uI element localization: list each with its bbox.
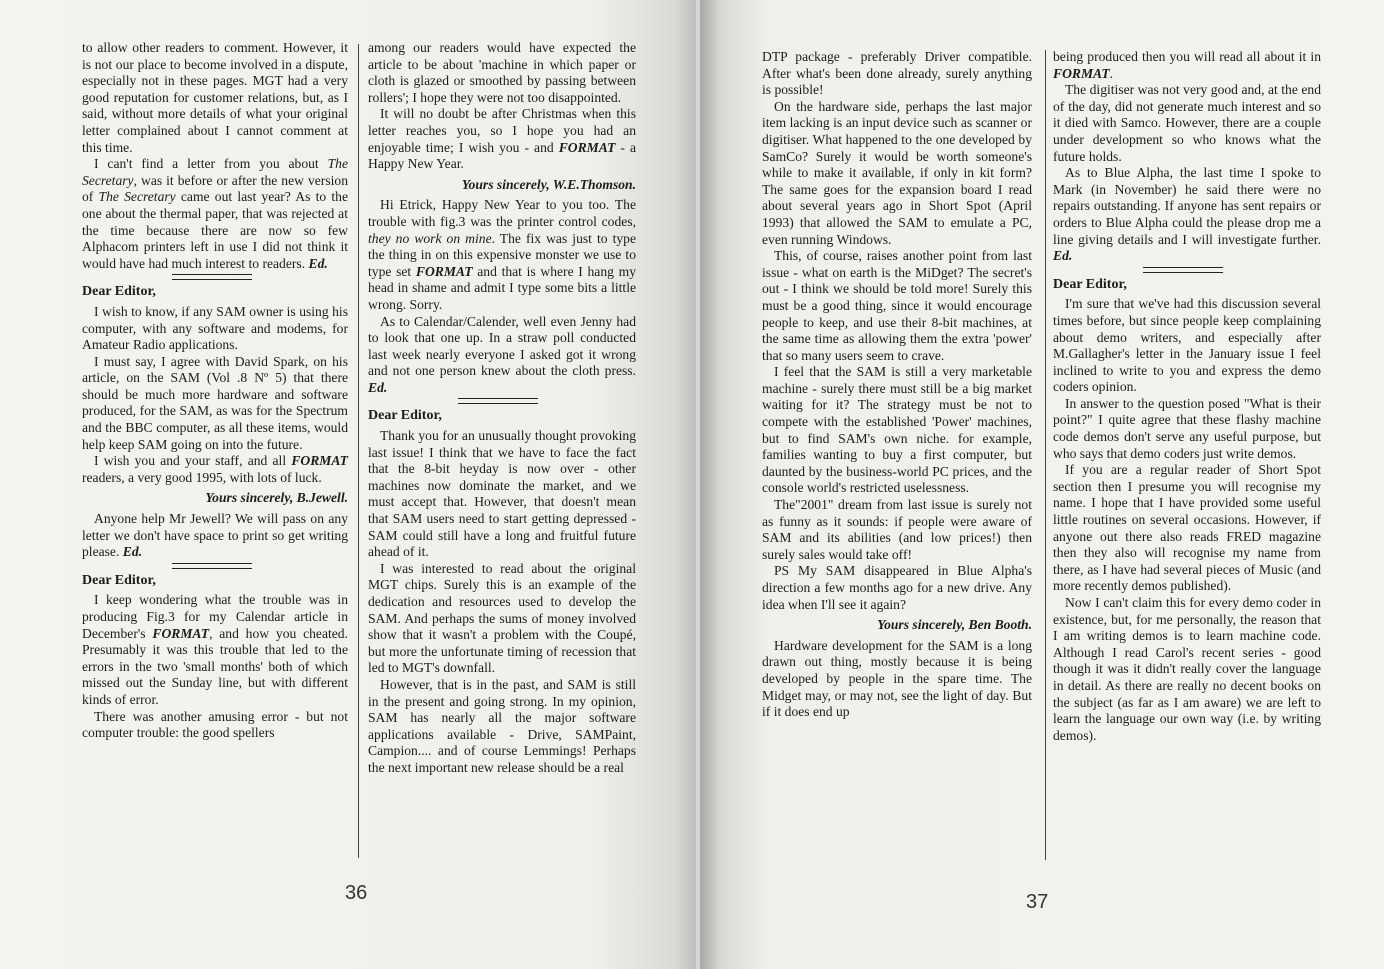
paragraph xyxy=(368,314,636,397)
emphasis-text: FORMAT xyxy=(1053,65,1110,81)
text-run: . The fix was just to type the thing in on this expensive monster we use to type set xyxy=(368,230,636,279)
left-column-2 xyxy=(368,40,636,777)
text-run: Dear Editor, xyxy=(368,408,442,424)
text-run: Hi Etrick, Happy New Year to you too. The trouble with fig.3 was the printer control codes, xyxy=(368,197,636,229)
text-run: came out last year? As to the one about the thermal paper, that was rejected at the time because there are now so few Alphacom printers left in use I did not think it would have had much interest to readers. xyxy=(82,189,348,271)
section-divider xyxy=(1143,267,1223,273)
text-run: There was another amusing error - but not computer trouble: the good spellers xyxy=(82,708,348,741)
text-run: and that is where I hang my head in shame and admit I type some bits a little wrong. Sorry. xyxy=(368,263,636,312)
text-run: I wish to know, if any SAM owner is using his computer, with any software and modems, for Amateur Radio applications. xyxy=(82,303,348,353)
text-run: This, of course, raises another point from last issue - what on earth is the MiDget? The secret's out - I think we should be told more! Surely this must be a good thing, since it would encourage people to keep, and use their 8-bit machines, at the same time as allowing them the extra 'power' that so many users seem to crave. xyxy=(762,248,1032,363)
text-run: I was interested to read about the original MGT chips. Surely this is an example of the dedication and resources used to develop the SAM. And perhaps the sums of money involved show that it wasn't a problem with the Coupé, but more the unfortunate timing of recession that led to MGT's downfall. xyxy=(368,560,636,676)
letter-salutation xyxy=(82,573,348,590)
paragraph xyxy=(1053,396,1321,462)
text-run: The"2001" dream from last issue is surely not as funny as it sounds: if people were aware of SAM and its abilities (and low prices!) then surely sales would take off! xyxy=(762,497,1032,562)
text-run: Yours sincerely, W.E.Thomson. xyxy=(461,176,636,192)
paragraph xyxy=(368,40,636,106)
text-run: , and how you cheated. Presumably it was this trouble that led to the errors in the two 'small months' both of which missed out the Sunday line, but with different kinds of error. xyxy=(82,625,348,707)
text-run: PS My SAM disappeared in Blue Alpha's direction a few months ago for a new drive. Any idea when I'll see it again? xyxy=(762,563,1032,612)
emphasis-text: FORMAT xyxy=(291,453,348,469)
emphasis-text: FORMAT xyxy=(415,263,473,279)
paragraph xyxy=(82,354,348,454)
text-run: If you are a regular reader of Short Spot section then I presume you will recognise my name. I hope that I have provided some useful little routines on several occasions. However, if anyone out there also reads FRED magazine then they also will recognise my name from there, as I have had several pieces of Music (and more recently demos published). xyxy=(1053,462,1321,594)
paragraph xyxy=(1053,49,1321,82)
paragraph xyxy=(368,197,636,313)
paragraph xyxy=(762,99,1032,248)
paragraph xyxy=(762,638,1032,721)
text-run: readers, a very good 1995, with lots of luck. xyxy=(82,469,322,485)
section-divider xyxy=(172,563,252,569)
paragraph xyxy=(762,248,1032,364)
text-run: Dear Editor, xyxy=(1053,276,1127,292)
paragraph xyxy=(762,497,1032,563)
emphasis-text: Ed. xyxy=(368,379,388,395)
section-divider xyxy=(458,398,538,404)
paragraph xyxy=(1053,82,1321,165)
paragraph xyxy=(368,106,636,172)
text-run: I can't find a letter from you about xyxy=(94,156,328,172)
text-run: I must say, I agree with David Spark, on his article, on the SAM (Vol .8 Nº 5) that there should be much more hardware and software produced, for the SAM, as was for the Spectrum and the BBC computer, as all these items, would help keep SAM going on into the future. xyxy=(82,353,348,452)
page-number: 37 xyxy=(1026,891,1049,913)
column-divider xyxy=(358,44,359,858)
paragraph xyxy=(1053,165,1321,265)
text-run: I feel that the SAM is still a very marketable machine - surely there must still be a big market waiting for it? The strategy must be not to compete with the established 'Power' machines, but to find SAM's own niche. for example, families wanting to buy a first computer, but daunted by the business-world PC prices, and the console world's restricted uselessness. xyxy=(762,364,1032,496)
text-run: Hardware development for the SAM is a long drawn out thing, mostly because it is being developed by people in the spare time. The Midget may, or may not, see the light of day. But if it does end up xyxy=(762,637,1032,720)
letter-salutation xyxy=(1053,277,1321,294)
text-run: As to Blue Alpha, the last time I spoke to Mark (in November) he said there were no repairs outstanding. If anyone has sent repairs or orders to Blue Alpha could the please drop me a line giving details and I will investigate further. xyxy=(1053,165,1321,247)
emphasis-text: FORMAT xyxy=(152,625,210,641)
text-run: among our readers would have expected the article to be about 'machine in which paper or cloth is glazed or smoothed by passing between rollers'; I hope they were not too disappointed. xyxy=(368,40,636,105)
text-run: I wish you and your staff, and all xyxy=(94,453,292,469)
emphasis-text: Ed. xyxy=(122,544,143,560)
left-column-1 xyxy=(82,40,348,742)
right-column-1 xyxy=(762,49,1032,721)
emphasis-text: Ed. xyxy=(1053,248,1073,264)
page-right xyxy=(700,0,1384,969)
text-run: Now I can't claim this for every demo coder in existence, but, for me personally, the reason that I am writing demos is to learn machine code. Although I read Carol's recent series - good though it was it didn't really cover the language in detail. As there are really no decent books on the subject (as far as I am aware) we are left to learn the language our own way (i.e. by writing demos). xyxy=(1053,595,1321,743)
paragraph xyxy=(762,364,1032,497)
paragraph xyxy=(82,40,348,156)
text-run: Anyone help Mr Jewell? We will pass on any letter we don't have space to print so get writing please. xyxy=(82,511,348,560)
paragraph xyxy=(82,709,348,742)
paragraph xyxy=(368,677,636,777)
section-divider xyxy=(172,274,252,280)
text-run: Yours sincerely, Ben Booth. xyxy=(877,617,1032,633)
text-run: . xyxy=(1109,65,1114,81)
text-run: Dear Editor, xyxy=(82,572,156,588)
letter-signature xyxy=(82,490,348,507)
paragraph xyxy=(1053,296,1321,396)
paragraph xyxy=(82,156,348,272)
paragraph xyxy=(82,304,348,354)
text-run: In answer to the question posed "What is their point?" I quite agree that these flashy machine code demos don't serve any useful purpose, but who says that demo coders just write demos. xyxy=(1053,395,1321,461)
paragraph xyxy=(82,592,348,708)
paragraph xyxy=(82,453,348,486)
italic-text: The Secretary xyxy=(98,189,176,205)
paragraph xyxy=(1053,595,1321,744)
letter-salutation xyxy=(82,284,348,301)
text-run: , was it before or after the new version of xyxy=(82,172,348,205)
text-run: DTP package - preferably Driver compatible. After what's been done already, surely anything is possible! xyxy=(762,49,1032,98)
right-column-2 xyxy=(1053,49,1321,744)
text-run: On the hardware side, perhaps the last major item lacking is an input device such as scanner or digitiser. What happened to the one developed by SamCo? Surely it would be worth someone's while to make it available, if only in kit form? The same goes for the expansion board I read about several years ago in Short Spot (April 1993) that allowed the SAM to emulate a PC, even running Windows. xyxy=(762,98,1032,247)
text-run: As to Calendar/Calender, well even Jenny had to look that one up. In a straw poll conducted last week nearly everyone I asked got it wrong and not one person knew about the cloth press. xyxy=(368,313,636,379)
text-run: The digitiser was not very good and, at the end of the day, did not generate much interest and so it died with Samco. However, there are a couple under development so who knows what the future holds. xyxy=(1053,82,1321,164)
paragraph xyxy=(762,563,1032,613)
text-run: Dear Editor, xyxy=(82,284,156,300)
letter-salutation xyxy=(368,408,636,425)
emphasis-text: FORMAT xyxy=(558,139,616,155)
paragraph xyxy=(82,511,348,561)
text-run: I keep wondering what the trouble was in producing Fig.3 for my Calendar article in December's xyxy=(82,592,348,641)
text-run: being produced then you will read all about it in xyxy=(1053,49,1321,64)
paragraph xyxy=(762,49,1032,99)
paragraph xyxy=(1053,462,1321,595)
text-run: Thank you for an unusually thought provoking last issue! I think that we have to face the fact that the 8-bit heyday is now over - other machines now dominate the market, and we must accept that. However, that doesn't mean that SAM users need to start getting depressed - SAM could still have a long and fruitful future ahead of it. xyxy=(368,428,636,560)
letter-signature xyxy=(368,177,636,194)
text-run: However, that is in the past, and SAM is still in the present and going strong. In my opinion, SAM has nearly all the major software applications available - Drive, SAMPaint, Campion.... and of course Lemmings! Perhaps the next important new release should be a real xyxy=(368,676,636,775)
paragraph xyxy=(368,561,636,677)
italic-text: they no work on mine xyxy=(368,230,492,246)
text-run: Yours sincerely, B.Jewell. xyxy=(205,490,348,506)
page-number: 36 xyxy=(345,882,368,904)
text-run: I'm sure that we've had this discussion several times before, but since people keep complaining about demo writers, and especially after M.Gallagher's letter in the January issue I feel inclined to write to you and express the demo coders opinion. xyxy=(1053,296,1321,395)
letter-signature xyxy=(762,617,1032,634)
text-run: It will no doubt be after Christmas when this letter reaches you, so I hope you had an enjoyable time; I wish you - and xyxy=(368,106,636,155)
text-run: - a Happy New Year. xyxy=(368,139,637,172)
emphasis-text: Ed. xyxy=(308,255,328,271)
paragraph xyxy=(368,428,636,561)
italic-text: The Secretary xyxy=(82,156,348,188)
text-run: to allow other readers to comment. However, it is not our place to become involved in a dispute, especially not in these pages. MGT had a very good reputation for customer relations, but, as I said, without more details of what your original letter complained about I cannot comment at this time. xyxy=(82,40,348,155)
column-divider xyxy=(1045,50,1046,860)
